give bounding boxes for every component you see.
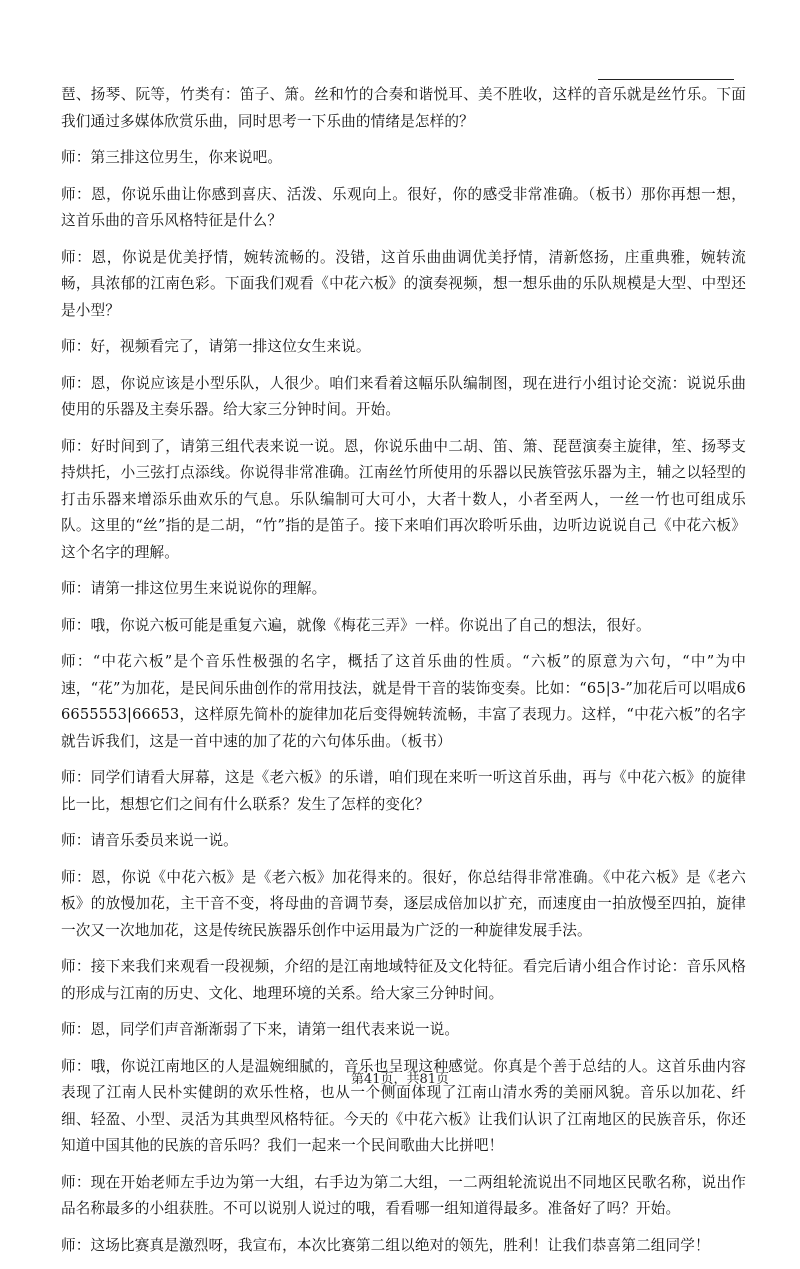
paragraph-11: 师：同学们请看大屏幕，这是《老六板》的乐谱，咱们现在来听一听这首乐曲，再与《中花六板》的旋律比一比，想想它们之间有什么联系？发生了怎样的变化？ bbox=[61, 769, 746, 813]
paragraph-14: 师：接下来我们来观看一段视频，介绍的是江南地域特征及文化特征。看完后请小组合作讨论：音乐风格的形成与江南的历史、文化、地理环境的关系。给大家三分钟时间。 bbox=[61, 958, 746, 1002]
paragraph-15: 师：恩，同学们声音渐渐弱了下来，请第一组代表来说一说。 bbox=[61, 1021, 460, 1038]
paragraph-6: 师：恩，你说应该是小型乐队，人很少。咱们来看着这幅乐队编制图，现在进行小组讨论交流：说说乐曲使用的乐器及主奏乐器。给大家三分钟时间。开始。 bbox=[61, 374, 746, 418]
page-number-footer: 第41页，共81页 bbox=[350, 1072, 450, 1087]
paragraph-4: 师：恩，你说是优美抒情，婉转流畅的。没错，这首乐曲曲调优美抒情，清新悠扬，庄重典雅，婉转流畅，具浓郁的江南色彩。下面我们观看《中花六板》的演奏视频，想一想乐曲的乐队规模是大型、中型还是小型？ bbox=[61, 248, 746, 319]
paragraph-10: 师：“中花六板”是个音乐性极强的名字，概括了这首乐曲的性质。“六板”的原意为六句，“中”为中速，“花”为加花，是民间乐曲创作的常用技法，就是骨干音的装饰变奏。比如：“65|3-”加花后可以唱成66655553|66653，这样原先简朴的旋律加花后变得婉转流畅，丰富了表现力。这样，“中花六板”的名字就告诉我们，这是一首中速的加了花的六句体乐曲。（板书） bbox=[61, 653, 746, 750]
header-rule bbox=[598, 79, 734, 80]
paragraph-17: 师：现在开始老师左手边为第一大组，右手边为第二大组，一二两组轮流说出不同地区民歌名称，说出作品名称最多的小组获胜。不可以说别人说过的哦，看看哪一组知道得最多。准备好了吗？开始。 bbox=[61, 1173, 746, 1217]
paragraph-12: 师：请音乐委员来说一说。 bbox=[61, 832, 238, 849]
paragraph-18: 师：这场比赛真是激烈呀，我宣布，本次比赛第二组以绝对的领先，胜利！让我们恭喜第二组同学！ bbox=[61, 1236, 710, 1254]
paragraph-13: 师：恩，你说《中花六板》是《老六板》加花得来的。很好，你总结得非常准确。《中花六板》是《老六板》的放慢加花，主干音不变，将母曲的音调节奏，逐层成倍加以扩充，而速度由一拍放慢至四拍，旋律一次又一次地加花，这是传统民族器乐创作中运用最为广泛的一种旋律发展手法。 bbox=[61, 868, 746, 939]
paragraph-9: 师：哦，你说六板可能是重复六遍，就像《梅花三弄》一样。你说出了自己的想法，很好。 bbox=[61, 616, 651, 634]
paragraph-2: 师：第三排这位男生，你来说吧。 bbox=[61, 149, 283, 166]
paragraph-3: 师：恩，你说乐曲让你感到喜庆、活泼、乐观向上。很好，你的感受非常准确。（板书）那你再想一想，这首乐曲的音乐风格特征是什么？ bbox=[61, 185, 746, 229]
paragraph-1: 琶、扬琴、阮等，竹类有：笛子、箫。丝和竹的合奏和谐悦耳、美不胜收，这样的音乐就是丝竹乐。下面我们通过多媒体欣赏乐曲，同时思考一下乐曲的情绪是怎样的？ bbox=[61, 86, 746, 130]
paragraph-5: 师：好，视频看完了，请第一排这位女生来说。 bbox=[61, 338, 371, 355]
paragraph-16: 师：哦，你说江南地区的人是温婉细腻的，音乐也呈现这种感觉。你真是个善于总结的人。这首乐曲内容表现了江南人民朴实健朗的欢乐性格，也从一个侧面体现了江南山清水秀的美丽风貌。音乐以加花、纤细、轻盈、小型、灵活为其典型风格特征。今天的《中花六板》让我们认识了江南地区的民族音乐，你还知道中国其他的民族的音乐吗？我们一起来一个民间歌曲大比拼吧！ bbox=[61, 1057, 746, 1154]
paragraph-7: 师：好时间到了，请第三组代表来说一说。恩，你说乐曲中二胡、笛、箫、琵琶演奏主旋律，笙、扬琴支持烘托，小三弦打点添线。你说得非常准确。江南丝竹所使用的乐器以民族管弦乐器为主，辅之以轻型的打击乐器来增添乐曲欢乐的气息。乐队编制可大可小，大者十数人，小者至两人，一丝一竹也可组成乐队。这里的“丝”指的是二胡，“竹”指的是笛子。接下来咱们再次聆听乐曲，边听边说说自己《中花六板》这个名字的理解。 bbox=[61, 437, 746, 561]
paragraph-8: 师：请第一排这位男生来说说你的理解。 bbox=[61, 580, 327, 597]
document-body bbox=[61, 82, 746, 1269]
